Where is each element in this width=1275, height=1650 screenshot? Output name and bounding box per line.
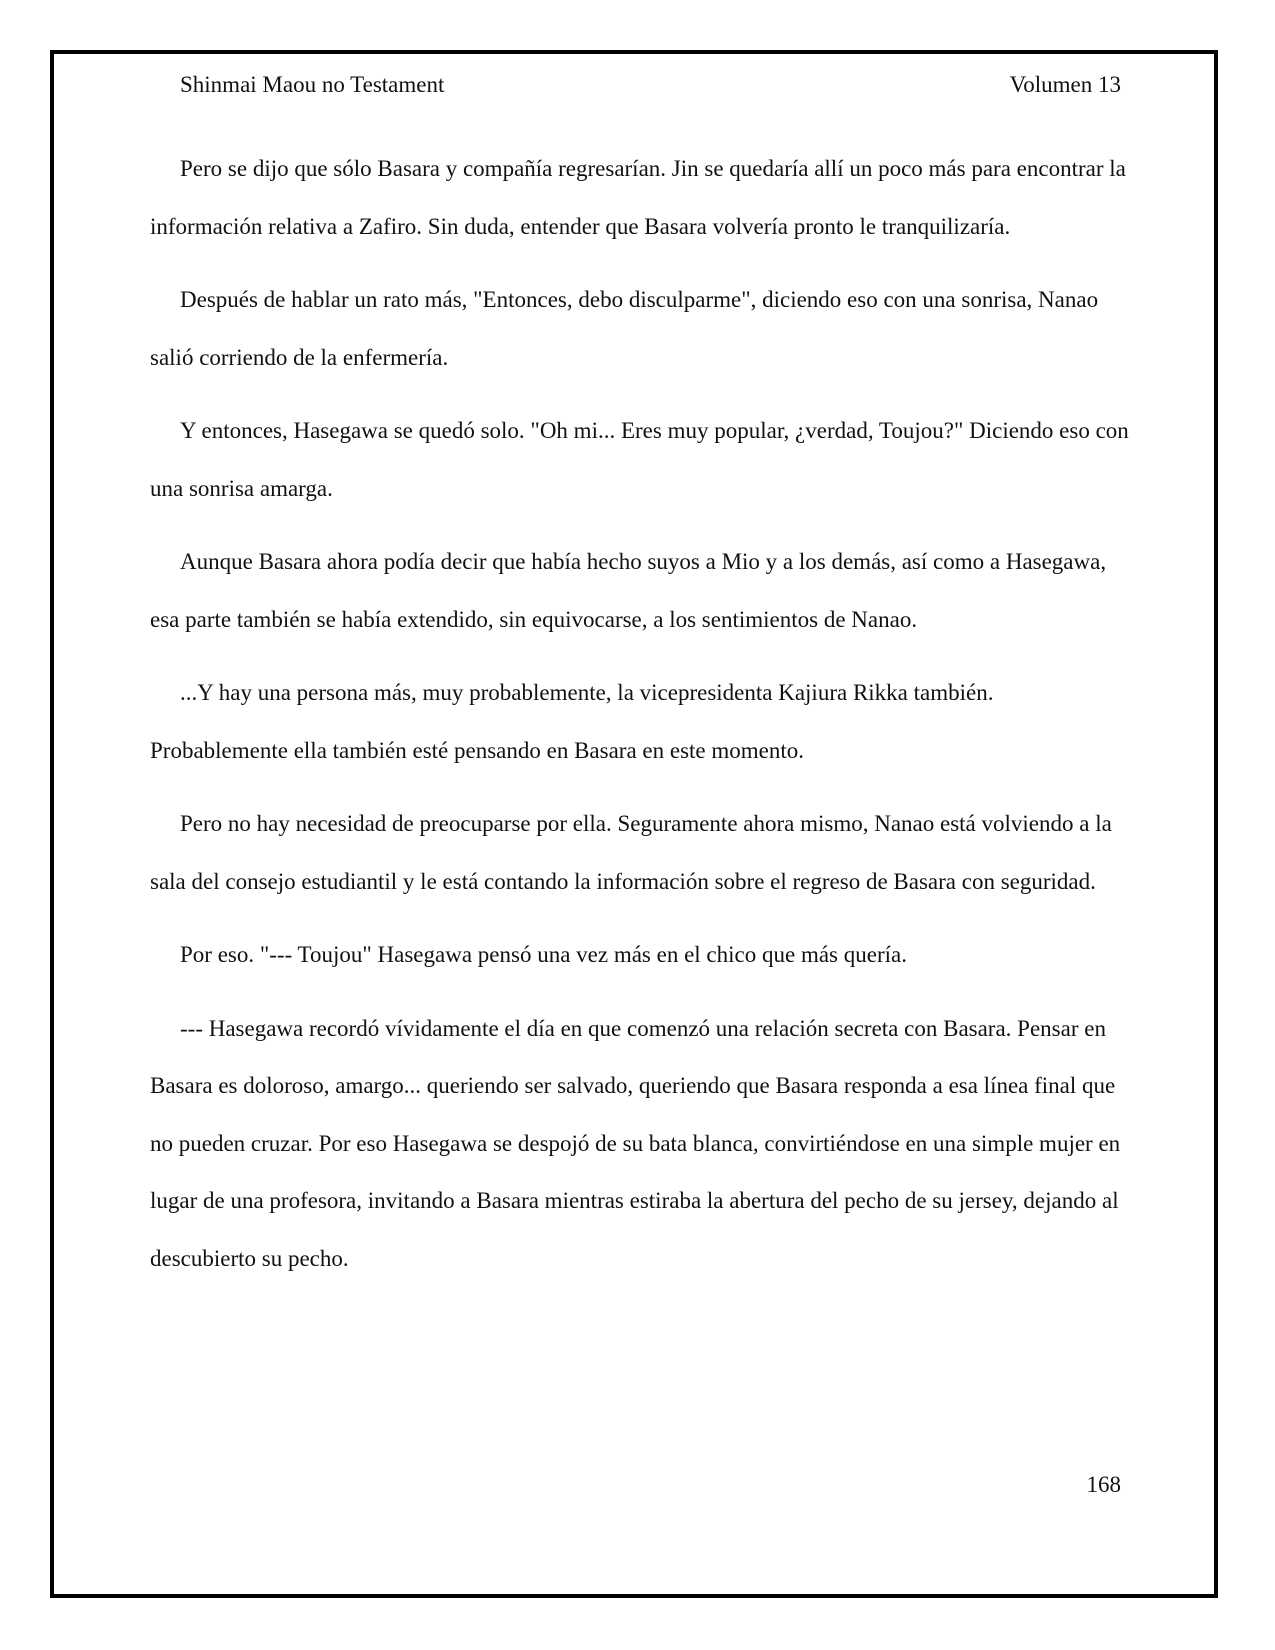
paragraph-4: Aunque Basara ahora podía decir que había hecho suyos a Mio y a los demás, así como a Hasegawa, esa parte también se había extendido, sin equivocarse, a los sentimientos de Nanao. [150, 549, 1107, 632]
paragraph-3: Y entonces, Hasegawa se quedó solo. "Oh mi... Eres muy popular, ¿verdad, Toujou?" Diciendo eso con una sonrisa amarga. [150, 418, 1129, 501]
paragraph-6: Pero no hay necesidad de preocuparse por ella. Seguramente ahora mismo, Nanao está volviendo a la sala del consejo estudiantil y le está contando la información sobre el regreso de Basara con seguridad. [150, 811, 1112, 894]
paragraph-2: Después de hablar un rato más, "Entonces, debo disculparme", diciendo eso con una sonrisa, Nanao salió corriendo de la enfermería. [150, 287, 1099, 370]
body-text [150, 140, 1135, 1287]
paragraph-5: ...Y hay una persona más, muy probablemente, la vicepresidenta Kajiura Rikka también. Probablemente ella también esté pensando en Basara en este momento. [150, 680, 994, 763]
header-book-title: Shinmai Maou no Testament [180, 72, 445, 97]
page-number: 168 [1086, 1472, 1121, 1497]
paragraph-8: --- Hasegawa recordó vívidamente el día en que comenzó una relación secreta con Basara. Pensar en Basara es doloroso, amargo... queriendo ser salvado, queriendo que Basara responda a esa línea final que no pueden cruzar. Por eso Hasegawa se despojó de su bata blanca, convirtiéndose en una simple mujer en lugar de una profesora, invitando a Basara mientras estiraba la abertura del pecho de su jersey, dejando al descubierto su pecho. [150, 1015, 1121, 1271]
paragraph-1: Pero se dijo que sólo Basara y compañía regresarían. Jin se quedaría allí un poco más para encontrar la información relativa a Zafiro. Sin duda, entender que Basara volvería pronto le tranquilizaría. [150, 156, 1126, 239]
paragraph-7: Por eso. "--- Toujou" Hasegawa pensó una vez más en el chico que más quería. [180, 942, 907, 967]
header-volume: Volumen 13 [1009, 72, 1121, 97]
